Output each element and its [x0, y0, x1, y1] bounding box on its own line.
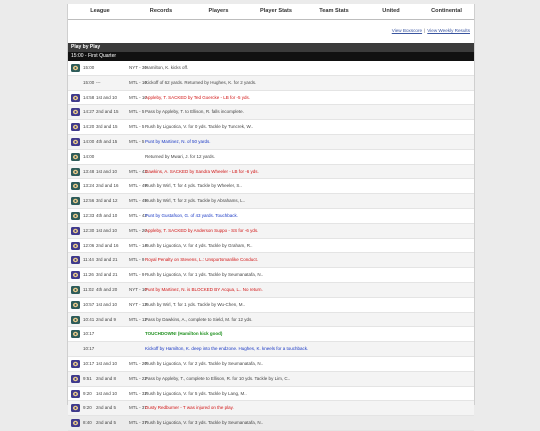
play-spot: MTL - 32 — [129, 390, 147, 396]
play-description: Pass by Appleby, T., complete to Ellison, R. for 10 yds. Tackle by Lim, C.. — [145, 375, 291, 381]
play-time: 10:41 — [83, 316, 95, 322]
play-description: Punt by Martinez, N. of 50 yards. — [145, 138, 211, 144]
play-spot: NYT - 13 — [129, 301, 147, 307]
team-logo-icon — [71, 182, 80, 190]
team-logo-icon — [71, 390, 80, 398]
play-down: 2nd and 5 — [96, 420, 117, 426]
nav-continental[interactable]: Continental — [431, 8, 462, 14]
play-row — [68, 179, 474, 194]
view-boxscore-link[interactable]: View Boxscore — [391, 28, 423, 33]
play-row — [68, 416, 474, 431]
team-logo-icon — [71, 360, 80, 368]
play-row — [68, 268, 474, 283]
play-description: TOUCHDOWN! (Hamilton kick good) — [145, 331, 223, 337]
quarter-header: 15:00 - First Quarter — [68, 52, 474, 61]
play-row — [68, 327, 474, 342]
play-row — [68, 150, 474, 165]
play-time: 12:33 — [83, 212, 95, 218]
play-spot: MTL - 5 — [129, 124, 145, 130]
play-down: 2nd and 15 — [96, 109, 119, 115]
play-description: Rush by Liguotica, V. for 5 yds. Tackle by Lang, M.. — [145, 390, 247, 396]
play-row — [68, 298, 474, 313]
play-time: 14:00 — [83, 138, 95, 144]
play-down: 1st and 10 — [96, 390, 118, 396]
team-logo-icon — [71, 271, 80, 279]
play-description: Kickoff of 62 yards. Returned by Hughes, K. for 2 yards. — [145, 79, 257, 85]
play-down: 2nd and 5 — [96, 405, 117, 411]
play-time: 15:00 — [83, 65, 95, 70]
team-logo-icon — [71, 242, 80, 250]
play-down: 2nd and 8 — [96, 375, 117, 381]
play-time: 11:26 — [83, 272, 94, 278]
play-down: 1st and 10 — [96, 227, 118, 233]
nav-team-stats[interactable]: Team Stats — [319, 8, 349, 14]
play-by-play-title: Play by Play — [68, 43, 474, 52]
play-time: 15:00 — [83, 79, 95, 85]
play-description: Rush by Wirl, T. for 4 yds. Tackle by Wheeler, S.. — [145, 183, 242, 189]
team-logo-icon — [71, 168, 80, 176]
play-down: --- — [96, 79, 101, 85]
play-row — [68, 239, 474, 254]
play-description: Returned by Mwari, J. for 12 yards. — [145, 153, 216, 159]
play-time: 10:17 — [83, 331, 95, 337]
play-description: Pass by Dawkins, A., complete to Sield, M. for 12 yds. — [145, 316, 253, 322]
play-row — [68, 61, 474, 76]
team-logo-icon — [71, 197, 80, 205]
team-logo-icon — [71, 64, 80, 72]
play-row — [68, 105, 474, 120]
play-description: Appleby, T. SACKED by Ted Goercke - LB for -5 yds. — [145, 94, 251, 100]
team-logo-icon — [71, 153, 80, 161]
play-time: 10:17 — [83, 360, 95, 366]
play-row — [68, 194, 474, 209]
play-row — [68, 253, 474, 268]
play-description: Hamilton, K. kicks off. — [145, 65, 189, 70]
play-time: 12:06 — [83, 242, 95, 248]
play-spot: MTL - 10 — [129, 79, 147, 85]
team-logo-icon — [71, 316, 80, 324]
play-time: 14:20 — [83, 124, 95, 130]
play-row — [68, 224, 474, 239]
team-logo-icon — [71, 138, 80, 146]
play-time: 14:58 — [83, 94, 95, 100]
team-logo-icon — [71, 330, 80, 338]
play-spot: MTL - 43 — [129, 168, 147, 174]
play-time: 14:00 — [83, 153, 95, 159]
play-time: 13:48 — [83, 168, 95, 174]
play-spot: MTL - 20 — [129, 227, 147, 233]
play-description: Rush by Wirl, T. for 2 yds. Tackle by Abrahams, L.. — [145, 198, 246, 204]
team-logo-icon — [71, 212, 80, 220]
play-down: 1st and 10 — [96, 94, 118, 100]
play-time: 9:20 — [83, 390, 92, 396]
nav-player-stats[interactable]: Player Stats — [259, 8, 293, 14]
play-down: 3rd and 21 — [96, 257, 118, 263]
play-spot: MTL - 5 — [129, 109, 145, 115]
play-down: 4th and 15 — [96, 138, 118, 144]
play-description: Rush by Liguotica, V. for 2 yds. Tackle by Seumanatafa, N.. — [145, 360, 264, 366]
team-logo-icon — [71, 94, 80, 102]
play-down: 4th and 10 — [96, 212, 118, 218]
view-weekly-results-link[interactable]: View Weekly Results — [427, 28, 470, 33]
play-down: 2nd and 16 — [96, 242, 119, 248]
play-spot: MTL - 37 — [129, 405, 147, 411]
play-description: Punt by Gustafson, G. of 43 yards. Touchback. — [145, 212, 238, 218]
link-separator: | — [424, 28, 426, 33]
play-down: 3rd and 15 — [96, 124, 118, 130]
play-spot: MTL - 10 — [129, 94, 147, 100]
team-logo-icon — [71, 286, 80, 294]
nav-players[interactable]: Players — [208, 8, 229, 14]
play-description: Kickoff by Hamilton, K. deep into the endzone. Hughes, K. kneels for a touchback. — [145, 346, 309, 352]
play-time: 13:24 — [83, 183, 95, 189]
page-links — [68, 28, 474, 38]
play-description: Dawkins, A. SACKED by Sandra Wheeler - LB for -6 yds. — [145, 168, 259, 174]
play-down: 3rd and 21 — [96, 272, 118, 278]
play-spot: MTL - 45 — [129, 198, 147, 204]
play-list — [68, 61, 474, 431]
play-row — [68, 76, 474, 91]
play-down: 2nd and 9 — [96, 316, 117, 322]
play-spot: MTL - 12 — [129, 316, 147, 322]
team-logo-icon — [71, 375, 80, 383]
play-spot: NYT - 30 — [129, 65, 147, 70]
play-row — [68, 120, 474, 135]
play-spot: MTL - 22 — [129, 375, 147, 381]
play-description: Punt by Martinez, N. is BLOCKED BY Acqua, L.. No return. — [145, 286, 263, 292]
play-spot: MTL - 37 — [129, 420, 147, 426]
play-description: Rush by Wirl, T. for 1 yds. Tackle by Wu-Chen, M.. — [145, 301, 246, 307]
nav-united[interactable]: United — [382, 8, 400, 14]
play-down: 1st and 10 — [96, 360, 118, 366]
team-logo-icon — [71, 404, 80, 412]
play-spot: MTL - 49 — [129, 183, 147, 189]
play-description: Pass by Appleby, T. to Ellison, R. falls incomplete. — [145, 109, 244, 115]
page-container — [67, 4, 475, 426]
team-logo-icon — [71, 108, 80, 116]
play-time: 12:56 — [83, 198, 95, 204]
play-row — [68, 283, 474, 298]
play-row — [68, 342, 474, 357]
play-spot: NYT - 10 — [129, 286, 147, 292]
play-spot: MTL - 9 — [129, 257, 145, 263]
play-spot: MTL - 20 — [129, 360, 147, 366]
play-time: 14:27 — [83, 109, 95, 115]
play-down: 4th and 20 — [96, 286, 118, 292]
play-down: 3rd and 12 — [96, 198, 118, 204]
team-logo-icon — [71, 301, 80, 309]
play-time: 12:30 — [83, 227, 95, 233]
play-description: Dusty Redburner - T was injured on the play. — [145, 405, 234, 411]
team-logo-icon — [71, 419, 80, 427]
play-description: Appleby, T. SACKED by Anderson Suppo - SS for -6 yds. — [145, 227, 259, 233]
play-row — [68, 372, 474, 387]
play-time: 11:44 — [83, 257, 94, 263]
play-time: 9:20 — [83, 405, 92, 411]
nav-league[interactable]: League — [90, 8, 110, 14]
play-row — [68, 401, 474, 416]
play-description: Rush by Liguotica, V. for 4 yds. Tackle by Graham, R.. — [145, 242, 253, 248]
play-spot: MTL - 9 — [129, 272, 145, 278]
play-spot: MTL - 5 — [129, 138, 145, 144]
play-time: 10:57 — [83, 301, 95, 307]
play-description: Rush by Liguotica, V. for 1 yds. Tackle by Seumanatafa, N.. — [145, 272, 264, 278]
play-time: 10:17 — [83, 346, 95, 352]
play-row — [68, 313, 474, 328]
play-row — [68, 135, 474, 150]
play-description: Rush by Liguotica, V. for 3 yds. Tackle by Seumanatafa, N.. — [145, 420, 264, 426]
play-description: Rush by Liguotica, V. for 0 yds. Tackle by Tuncrek, W.. — [145, 124, 254, 130]
play-time: 8:40 — [83, 420, 92, 426]
play-row — [68, 165, 474, 180]
play-row — [68, 209, 474, 224]
play-time: 11:02 — [83, 286, 94, 292]
play-down: 1st and 10 — [96, 301, 118, 307]
play-row — [68, 387, 474, 402]
top-navigation — [68, 4, 474, 20]
play-time: 9:51 — [83, 375, 92, 381]
play-description: Royal Penalty on Stevens, L.: Unsportsmanlike Conduct. — [145, 257, 259, 263]
play-down: 2nd and 16 — [96, 183, 119, 189]
team-logo-icon — [71, 123, 80, 131]
team-logo-icon — [71, 256, 80, 264]
play-row — [68, 357, 474, 372]
team-logo-icon — [71, 227, 80, 235]
nav-records[interactable]: Records — [149, 8, 173, 14]
play-row — [68, 91, 474, 106]
play-down: 1st and 10 — [96, 168, 118, 174]
play-spot: MTL - 43 — [129, 212, 147, 218]
play-spot: MTL - 14 — [129, 242, 147, 248]
